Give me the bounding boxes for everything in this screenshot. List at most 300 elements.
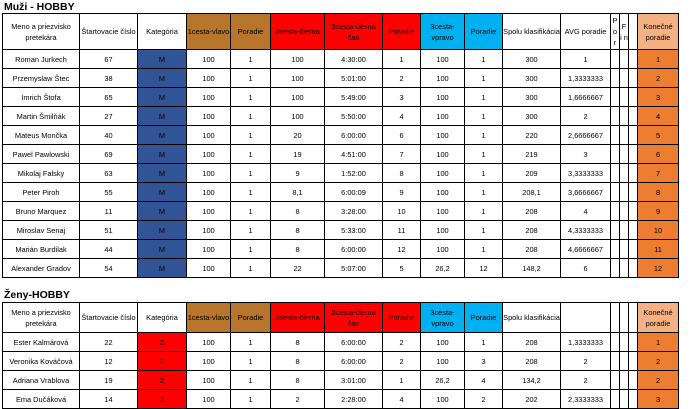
- start-number-cell: 63: [80, 164, 138, 183]
- poradie1-cell: 1: [231, 202, 271, 221]
- header-spacer-3: [629, 14, 638, 50]
- cesta2-time-cell: 6:00:00: [325, 333, 383, 352]
- name-cell: Adriana Vrablova: [3, 371, 80, 390]
- final-rank-cell: 3: [638, 390, 679, 409]
- final-rank-cell: 2: [638, 352, 679, 371]
- cesta1-cell: 100: [187, 50, 231, 69]
- poradie2-cell: 10: [383, 202, 421, 221]
- spacer-cell: [629, 221, 638, 240]
- header-spacer-2: F i n: [620, 14, 629, 50]
- start-number-cell: 14: [80, 390, 138, 409]
- poradie1-cell: 1: [231, 69, 271, 88]
- name-cell: Roman Jurkech: [3, 50, 80, 69]
- spacer-cell: [629, 69, 638, 88]
- name-cell: Ester Kalmárová: [3, 333, 80, 352]
- poradie1-cell: 1: [231, 107, 271, 126]
- name-cell: Imrich Štofa: [3, 88, 80, 107]
- category-cell: Z: [138, 371, 187, 390]
- spacer-cell: [611, 50, 620, 69]
- name-cell: Miroslav Senaj: [3, 221, 80, 240]
- start-number-cell: 12: [80, 352, 138, 371]
- header-total: Spolu klasifikácia: [503, 14, 561, 50]
- cesta2-time-cell: 3:01:00: [325, 371, 383, 390]
- total-cell: 300: [503, 50, 561, 69]
- cesta2-cell: 8: [271, 221, 325, 240]
- start-number-cell: 40: [80, 126, 138, 145]
- spacer-cell: [629, 240, 638, 259]
- total-cell: 208,1: [503, 183, 561, 202]
- poradie3-cell: 1: [465, 333, 503, 352]
- poradie1-cell: 1: [231, 259, 271, 278]
- avg-cell: 1,6666667: [561, 88, 611, 107]
- cesta2-cell: 22: [271, 259, 325, 278]
- final-rank-cell: 12: [638, 259, 679, 278]
- header-poradie3: Poradie: [465, 14, 503, 50]
- table-row: [3, 202, 679, 221]
- avg-cell: 2: [561, 352, 611, 371]
- final-rank-cell: 1: [638, 50, 679, 69]
- poradie3-cell: 12: [465, 259, 503, 278]
- spacer-cell: [620, 333, 629, 352]
- cesta3-cell: 26,2: [421, 371, 465, 390]
- avg-cell: 1: [561, 50, 611, 69]
- cesta3-cell: 26,2: [421, 259, 465, 278]
- spacer-cell: [611, 145, 620, 164]
- cesta3-cell: 100: [421, 107, 465, 126]
- avg-cell: 4: [561, 202, 611, 221]
- avg-cell: 3: [561, 145, 611, 164]
- spacer-cell: [629, 164, 638, 183]
- poradie1-cell: 1: [231, 352, 271, 371]
- cesta2-cell: 19: [271, 145, 325, 164]
- table-row: [3, 88, 679, 107]
- spacer-cell: [620, 69, 629, 88]
- cesta3-cell: 100: [421, 88, 465, 107]
- poradie1-cell: 1: [231, 88, 271, 107]
- poradie1-cell: 1: [231, 240, 271, 259]
- poradie3-cell: 1: [465, 240, 503, 259]
- cesta1-cell: 100: [187, 202, 231, 221]
- men-section-title: Muži - HOBBY: [4, 1, 75, 13]
- cesta2-time-cell: 6:00:00: [325, 240, 383, 259]
- cesta2-cell: 8: [271, 352, 325, 371]
- poradie2-cell: 9: [383, 183, 421, 202]
- spacer-cell: [620, 88, 629, 107]
- cesta3-cell: 100: [421, 145, 465, 164]
- total-cell: 300: [503, 88, 561, 107]
- spacer-cell: [620, 50, 629, 69]
- name-cell: Alexander Gradov: [3, 259, 80, 278]
- cesta2-time-cell: 5:49:00: [325, 88, 383, 107]
- spacer-cell: [620, 164, 629, 183]
- cesta1-cell: 100: [187, 126, 231, 145]
- final-rank-cell: 3: [638, 88, 679, 107]
- poradie3-cell: 1: [465, 88, 503, 107]
- men-header-row: [3, 14, 679, 50]
- poradie2-cell: 2: [383, 333, 421, 352]
- header-poradie3: Poradie: [465, 303, 503, 333]
- poradie3-cell: 1: [465, 50, 503, 69]
- cesta2-cell: 100: [271, 50, 325, 69]
- cesta2-time-cell: 5:50:00: [325, 107, 383, 126]
- poradie2-cell: 2: [383, 352, 421, 371]
- cesta3-cell: 100: [421, 183, 465, 202]
- poradie2-cell: 12: [383, 240, 421, 259]
- name-cell: Ema Dučáková: [3, 390, 80, 409]
- table-row: [3, 69, 679, 88]
- poradie3-cell: 1: [465, 126, 503, 145]
- poradie2-cell: 4: [383, 390, 421, 409]
- category-cell: Z: [138, 333, 187, 352]
- poradie3-cell: 3: [465, 352, 503, 371]
- name-cell: Bruno Marquez: [3, 202, 80, 221]
- total-cell: 300: [503, 107, 561, 126]
- category-cell: M: [138, 145, 187, 164]
- spacer-cell: [620, 240, 629, 259]
- cesta2-time-cell: 5:07:00: [325, 259, 383, 278]
- category-cell: M: [138, 50, 187, 69]
- poradie3-cell: 1: [465, 202, 503, 221]
- header-start-number: Štartovacie číslo: [80, 14, 138, 50]
- total-cell: 208: [503, 333, 561, 352]
- women-results-table: [2, 302, 679, 409]
- header-final-rank: Konečné poradie: [638, 303, 679, 333]
- women-header-row: [3, 303, 679, 333]
- total-cell: 219: [503, 145, 561, 164]
- header-avg: [561, 303, 611, 333]
- cesta2-cell: 100: [271, 88, 325, 107]
- spacer-cell: [611, 107, 620, 126]
- cesta1-cell: 100: [187, 371, 231, 390]
- name-cell: Pawel Pawlowski: [3, 145, 80, 164]
- spacer-cell: [620, 202, 629, 221]
- total-cell: 220: [503, 126, 561, 145]
- cesta2-cell: 8: [271, 371, 325, 390]
- cesta2-cell: 100: [271, 107, 325, 126]
- cesta2-time-cell: 5:33:00: [325, 221, 383, 240]
- table-row: [3, 371, 679, 390]
- name-cell: Peter Piroh: [3, 183, 80, 202]
- cesta3-cell: 100: [421, 164, 465, 183]
- table-row: [3, 183, 679, 202]
- total-cell: 208: [503, 221, 561, 240]
- poradie2-cell: 1: [383, 371, 421, 390]
- poradie1-cell: 1: [231, 333, 271, 352]
- total-cell: 134,2: [503, 371, 561, 390]
- header-spacer-1: [611, 303, 620, 333]
- spacer-cell: [620, 145, 629, 164]
- cesta2-cell: 8: [271, 240, 325, 259]
- poradie3-cell: 1: [465, 69, 503, 88]
- cesta2-time-cell: 6:00:09: [325, 183, 383, 202]
- cesta2-time-cell: 2:28:00: [325, 390, 383, 409]
- table-row: [3, 352, 679, 371]
- cesta3-cell: 100: [421, 202, 465, 221]
- poradie1-cell: 1: [231, 183, 271, 202]
- cesta2-cell: 2: [271, 390, 325, 409]
- cesta1-cell: 100: [187, 164, 231, 183]
- table-row: [3, 145, 679, 164]
- spacer-cell: [611, 352, 620, 371]
- header-spacer-2: [620, 303, 629, 333]
- final-rank-cell: 11: [638, 240, 679, 259]
- start-number-cell: 19: [80, 371, 138, 390]
- category-cell: M: [138, 221, 187, 240]
- poradie1-cell: 1: [231, 221, 271, 240]
- spacer-cell: [629, 371, 638, 390]
- poradie3-cell: 1: [465, 107, 503, 126]
- poradie3-cell: 1: [465, 183, 503, 202]
- avg-cell: 2: [561, 107, 611, 126]
- avg-cell: 4,6666667: [561, 240, 611, 259]
- avg-cell: 4,3333333: [561, 221, 611, 240]
- spacer-cell: [629, 145, 638, 164]
- spacer-cell: [611, 164, 620, 183]
- start-number-cell: 69: [80, 145, 138, 164]
- total-cell: 209: [503, 164, 561, 183]
- cesta2-cell: 8: [271, 202, 325, 221]
- header-poradie2: Poradie: [383, 14, 421, 50]
- spacer-cell: [611, 333, 620, 352]
- avg-cell: 2,6666667: [561, 126, 611, 145]
- cesta1-cell: 100: [187, 107, 231, 126]
- final-rank-cell: 5: [638, 126, 679, 145]
- poradie3-cell: 2: [465, 390, 503, 409]
- poradie2-cell: 7: [383, 145, 421, 164]
- category-cell: M: [138, 183, 187, 202]
- category-cell: Z: [138, 352, 187, 371]
- cesta2-time-cell: 5:01:00: [325, 69, 383, 88]
- start-number-cell: 44: [80, 240, 138, 259]
- poradie3-cell: 4: [465, 371, 503, 390]
- header-poradie2: Poradie: [383, 303, 421, 333]
- spacer-cell: [611, 126, 620, 145]
- name-cell: Veronika Kováčová: [3, 352, 80, 371]
- category-cell: M: [138, 88, 187, 107]
- start-number-cell: 22: [80, 333, 138, 352]
- total-cell: 148,2: [503, 259, 561, 278]
- total-cell: 208: [503, 352, 561, 371]
- poradie2-cell: 8: [383, 164, 421, 183]
- spacer-cell: [620, 183, 629, 202]
- cesta1-cell: 100: [187, 183, 231, 202]
- header-cesta3: 3cesta-vpravo: [421, 303, 465, 333]
- poradie1-cell: 1: [231, 126, 271, 145]
- category-cell: M: [138, 202, 187, 221]
- total-cell: 208: [503, 240, 561, 259]
- category-cell: M: [138, 259, 187, 278]
- final-rank-cell: 4: [638, 107, 679, 126]
- cesta1-cell: 100: [187, 259, 231, 278]
- header-spacer-3: [629, 303, 638, 333]
- category-cell: M: [138, 164, 187, 183]
- category-cell: M: [138, 107, 187, 126]
- cesta1-cell: 100: [187, 333, 231, 352]
- cesta2-time-cell: 4:51:00: [325, 145, 383, 164]
- men-results-table: [2, 13, 679, 278]
- category-cell: M: [138, 240, 187, 259]
- cesta2-cell: 100: [271, 69, 325, 88]
- header-total: Spolu klasifikácia: [503, 303, 561, 333]
- cesta2-cell: 9: [271, 164, 325, 183]
- poradie2-cell: 6: [383, 126, 421, 145]
- table-row: [3, 221, 679, 240]
- header-spacer-1: P o r: [611, 14, 620, 50]
- spacer-cell: [620, 126, 629, 145]
- spacer-cell: [620, 221, 629, 240]
- poradie2-cell: 5: [383, 259, 421, 278]
- total-cell: 300: [503, 69, 561, 88]
- spacer-cell: [629, 183, 638, 202]
- cesta2-cell: 20: [271, 126, 325, 145]
- cesta1-cell: 100: [187, 88, 231, 107]
- women-section-title: Ženy-HOBBY: [4, 289, 70, 301]
- final-rank-cell: 1: [638, 333, 679, 352]
- spacer-cell: [629, 50, 638, 69]
- category-cell: M: [138, 126, 187, 145]
- start-number-cell: 38: [80, 69, 138, 88]
- cesta1-cell: 100: [187, 69, 231, 88]
- final-rank-cell: 2: [638, 371, 679, 390]
- cesta2-time-cell: 3:28:00: [325, 202, 383, 221]
- name-cell: Mikolaj Falsky: [3, 164, 80, 183]
- cesta3-cell: 100: [421, 221, 465, 240]
- header-cesta2-time: 2cesta-čierna čas: [325, 303, 383, 333]
- spacer-cell: [611, 69, 620, 88]
- spacer-cell: [611, 240, 620, 259]
- cesta1-cell: 100: [187, 240, 231, 259]
- total-cell: 202: [503, 390, 561, 409]
- avg-cell: 6: [561, 259, 611, 278]
- header-poradie1: Poradie: [231, 14, 271, 50]
- poradie1-cell: 1: [231, 390, 271, 409]
- poradie2-cell: 4: [383, 107, 421, 126]
- header-avg: AVG poradie: [561, 14, 611, 50]
- avg-cell: 2: [561, 371, 611, 390]
- final-rank-cell: 10: [638, 221, 679, 240]
- poradie1-cell: 1: [231, 145, 271, 164]
- cesta3-cell: 100: [421, 50, 465, 69]
- cesta2-cell: 8: [271, 333, 325, 352]
- header-cesta3: 3cesta-vpravo: [421, 14, 465, 50]
- name-cell: Przemyslaw Štec: [3, 69, 80, 88]
- poradie2-cell: 1: [383, 50, 421, 69]
- final-rank-cell: 9: [638, 202, 679, 221]
- table-row: [3, 259, 679, 278]
- cesta3-cell: 100: [421, 352, 465, 371]
- spacer-cell: [629, 202, 638, 221]
- cesta3-cell: 100: [421, 390, 465, 409]
- spacer-cell: [629, 259, 638, 278]
- cesta1-cell: 100: [187, 221, 231, 240]
- cesta2-time-cell: 1:52:00: [325, 164, 383, 183]
- spacer-cell: [611, 202, 620, 221]
- avg-cell: 3,6666667: [561, 183, 611, 202]
- poradie3-cell: 1: [465, 221, 503, 240]
- poradie3-cell: 1: [465, 164, 503, 183]
- spacer-cell: [629, 333, 638, 352]
- header-category: Kategória: [138, 303, 187, 333]
- cesta3-cell: 100: [421, 126, 465, 145]
- cesta1-cell: 100: [187, 390, 231, 409]
- cesta2-cell: 8,1: [271, 183, 325, 202]
- name-cell: Mateus Mončka: [3, 126, 80, 145]
- final-rank-cell: 2: [638, 69, 679, 88]
- spacer-cell: [611, 221, 620, 240]
- cesta1-cell: 100: [187, 145, 231, 164]
- spacer-cell: [620, 259, 629, 278]
- start-number-cell: 51: [80, 221, 138, 240]
- spacer-cell: [629, 126, 638, 145]
- table-row: [3, 107, 679, 126]
- header-name: Meno a priezvisko pretekára: [3, 14, 80, 50]
- start-number-cell: 27: [80, 107, 138, 126]
- spacer-cell: [629, 107, 638, 126]
- cesta1-cell: 100: [187, 352, 231, 371]
- header-name: Meno a priezvisko pretekára: [3, 303, 80, 333]
- cesta2-time-cell: 6:00:00: [325, 352, 383, 371]
- spacer-cell: [629, 88, 638, 107]
- spacer-cell: [611, 183, 620, 202]
- category-cell: Z: [138, 390, 187, 409]
- total-cell: 208: [503, 202, 561, 221]
- start-number-cell: 67: [80, 50, 138, 69]
- poradie2-cell: 3: [383, 88, 421, 107]
- header-category: Kategória: [138, 14, 187, 50]
- table-row: [3, 164, 679, 183]
- start-number-cell: 65: [80, 88, 138, 107]
- header-cesta1: 1cesta-vlavo: [187, 14, 231, 50]
- cesta3-cell: 100: [421, 240, 465, 259]
- table-row: [3, 126, 679, 145]
- cesta2-time-cell: 4:30:00: [325, 50, 383, 69]
- poradie2-cell: 11: [383, 221, 421, 240]
- poradie2-cell: 2: [383, 69, 421, 88]
- start-number-cell: 54: [80, 259, 138, 278]
- spacer-cell: [620, 371, 629, 390]
- header-cesta2-time: 2cesta-čierna čas: [325, 14, 383, 50]
- final-rank-cell: 8: [638, 183, 679, 202]
- spacer-cell: [620, 107, 629, 126]
- table-row: [3, 50, 679, 69]
- poradie3-cell: 1: [465, 145, 503, 164]
- table-row: [3, 240, 679, 259]
- avg-cell: 3,3333333: [561, 164, 611, 183]
- spacer-cell: [611, 371, 620, 390]
- name-cell: Martin Šmilňák: [3, 107, 80, 126]
- spacer-cell: [629, 352, 638, 371]
- header-poradie1: Poradie: [231, 303, 271, 333]
- cesta2-time-cell: 6:00:00: [325, 126, 383, 145]
- poradie1-cell: 1: [231, 50, 271, 69]
- final-rank-cell: 7: [638, 164, 679, 183]
- spacer-cell: [611, 259, 620, 278]
- table-row: [3, 333, 679, 352]
- start-number-cell: 11: [80, 202, 138, 221]
- avg-cell: 1,3333333: [561, 69, 611, 88]
- spacer-cell: [611, 88, 620, 107]
- final-rank-cell: 6: [638, 145, 679, 164]
- cesta3-cell: 100: [421, 333, 465, 352]
- category-cell: M: [138, 69, 187, 88]
- header-start-number: Štartovacie číslo: [80, 303, 138, 333]
- header-cesta2: 2cesta-čierna: [271, 14, 325, 50]
- spacer-cell: [620, 352, 629, 371]
- cesta3-cell: 100: [421, 69, 465, 88]
- header-cesta2: 2cesta-čierna: [271, 303, 325, 333]
- start-number-cell: 55: [80, 183, 138, 202]
- poradie1-cell: 1: [231, 371, 271, 390]
